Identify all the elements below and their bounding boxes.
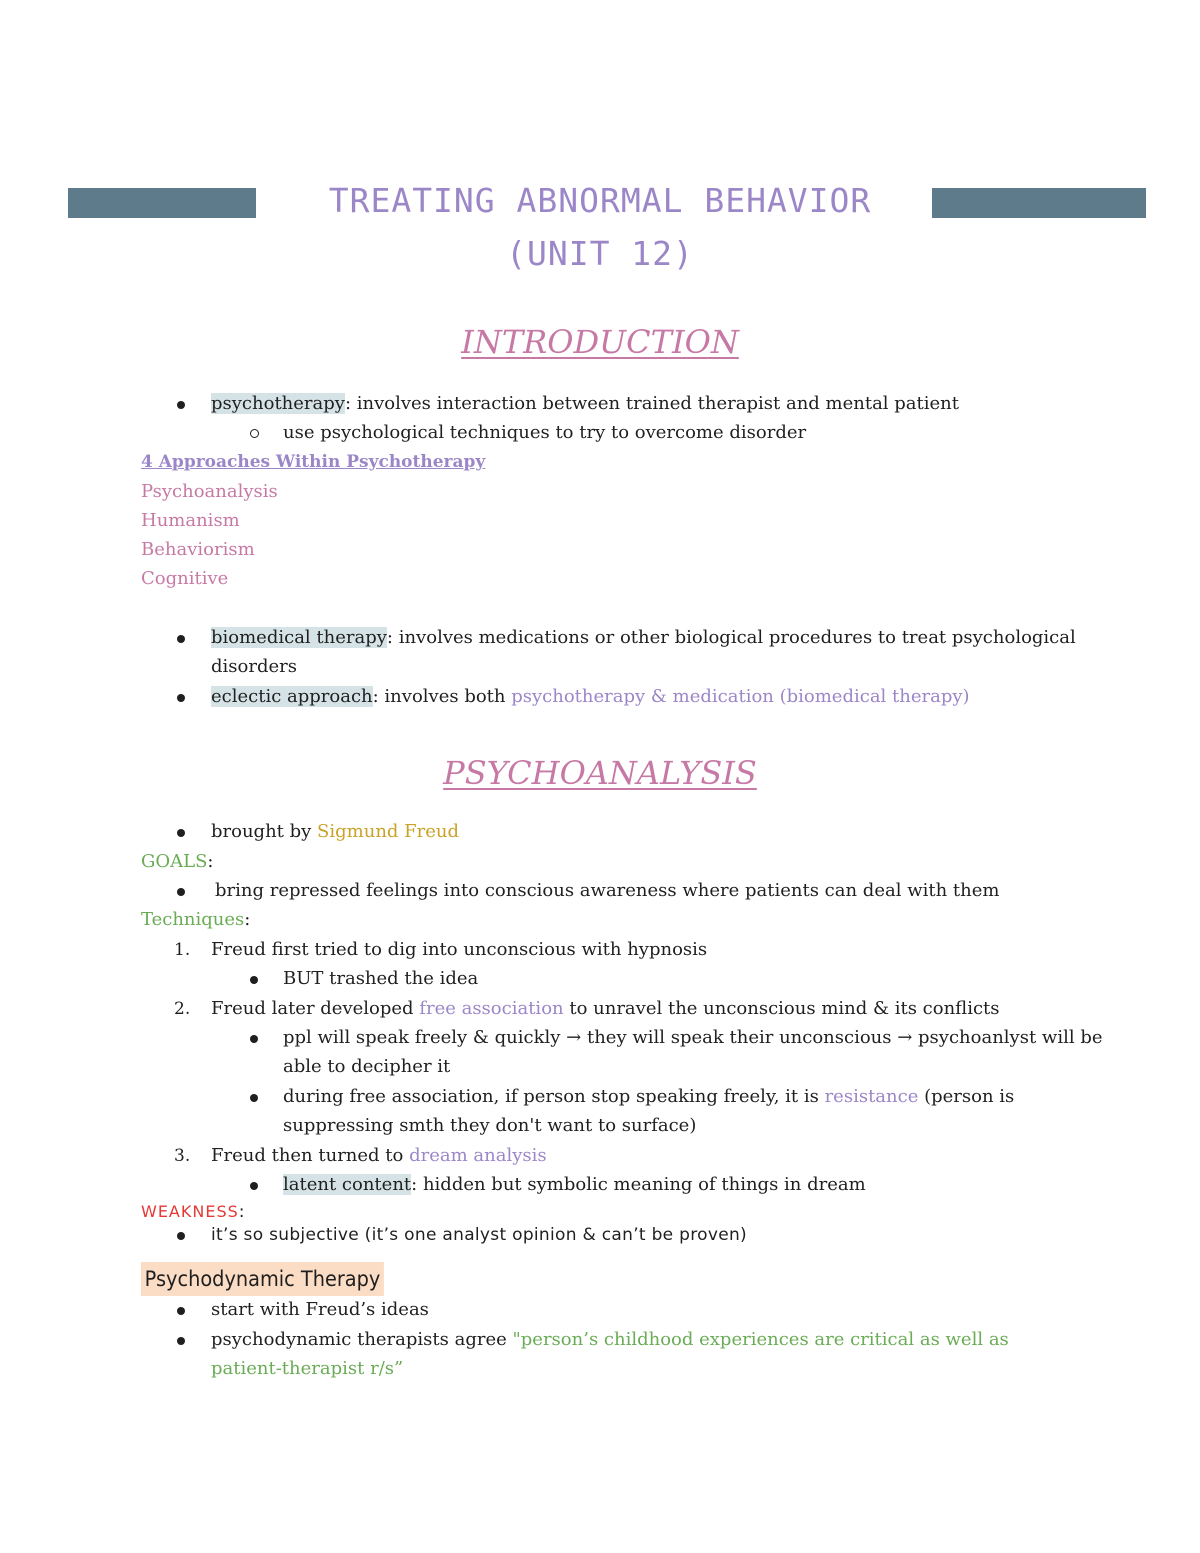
biomedical-definition: : involves medications or other biological procedures to treat psychological (386, 627, 1076, 648)
psychotherapy-term: psychotherapy (211, 393, 345, 414)
goal-item: bring repressed feelings into conscious awareness where patients can deal with them (215, 880, 1000, 901)
psychoanalysis-heading: PSYCHOANALYSIS (443, 754, 757, 792)
dream-analysis-term: dream analysis (409, 1145, 547, 1166)
bullet-icon (177, 635, 185, 643)
bullet-icon (250, 1094, 258, 1102)
hollow-bullet-icon (250, 429, 259, 438)
approach-item: Behaviorism (141, 539, 255, 560)
technique-subitem-cont: suppressing smth they don't want to surface) (283, 1115, 697, 1136)
bullet-icon (177, 694, 185, 702)
bullet-icon (250, 1035, 258, 1043)
resistance-term: resistance (824, 1086, 919, 1107)
weakness-label (141, 1200, 245, 1224)
bullet-icon (177, 829, 185, 837)
psychodynamic-item: start with Freud’s ideas (211, 1299, 429, 1320)
bullet-icon (177, 1232, 185, 1240)
psychotherapy-item (211, 392, 959, 416)
weakness-colon: : (238, 1202, 245, 1222)
list-number: 2. (174, 999, 191, 1019)
bullet-icon (177, 888, 185, 896)
psychodynamic-item (211, 1328, 1009, 1352)
free-association-term: free association (419, 998, 564, 1019)
technique-item (211, 997, 1000, 1021)
technique-item (211, 1144, 547, 1168)
item2-quote: "person’s childhood experiences are critical as well as (512, 1329, 1009, 1350)
techniques-colon: : (244, 909, 251, 930)
bullet-icon (250, 1182, 258, 1190)
t2-sub2-suffix: (person is (918, 1086, 1015, 1107)
t2-sub2-prefix: during free association, if person stop speaking freely, it is (283, 1086, 825, 1107)
biomedical-definition-cont: disorders (211, 656, 297, 677)
biomedical-item (211, 626, 1076, 650)
eclectic-term: eclectic approach (211, 686, 373, 707)
latent-content-term: latent content (283, 1174, 412, 1195)
biomedical-term: biomedical therapy (211, 627, 387, 648)
psychodynamic-heading: Psychodynamic Therapy (141, 1262, 384, 1296)
approach-item: Humanism (141, 510, 240, 531)
technique-item: Freud first tried to dig into unconscious with hypnosis (211, 939, 708, 960)
technique-subitem (283, 1085, 1014, 1109)
approaches-title: 4 Approaches Within Psychotherapy (141, 452, 486, 472)
techniques-label (141, 908, 250, 932)
list-number: 1. (174, 940, 191, 960)
page-title: TREATING ABNORMAL BEHAVIOR (328, 181, 872, 220)
brought-by-prefix: brought by (211, 821, 318, 842)
psychotherapy-subitem: use psychological techniques to try to overcome disorder (283, 422, 807, 443)
technique-subitem: ppl will speak freely & quickly → they will speak their unconscious → psychoanlyst will be (283, 1027, 1103, 1048)
technique-subitem-cont: able to decipher it (283, 1056, 451, 1077)
goals-label (141, 850, 214, 874)
eclectic-item (211, 685, 970, 709)
bullet-icon (250, 976, 258, 984)
approach-item: Psychoanalysis (141, 481, 278, 502)
t3-prefix: Freud then turned to (211, 1145, 410, 1166)
goals-colon: : (207, 851, 214, 872)
eclectic-definition: : involves both (372, 686, 512, 707)
techniques-text: Techniques (141, 909, 245, 930)
list-number: 3. (174, 1146, 191, 1166)
technique-subitem: BUT trashed the idea (283, 968, 479, 989)
item2-prefix: psychodynamic therapists agree (211, 1329, 513, 1350)
psychodynamic-item-cont: patient-therapist r/s” (211, 1358, 404, 1379)
eclectic-colored: psychotherapy & medication (biomedical therapy) (511, 686, 970, 707)
bullet-icon (177, 1307, 185, 1315)
latent-content-definition: : hidden but symbolic meaning of things in dream (411, 1174, 866, 1195)
t2-prefix: Freud later developed (211, 998, 420, 1019)
technique-subitem (283, 1173, 866, 1197)
t2-suffix: to unravel the unconscious mind & its conflicts (563, 998, 1000, 1019)
weakness-item: it’s so subjective (it’s one analyst opinion & can’t be proven) (211, 1225, 747, 1245)
introduction-heading: INTRODUCTION (461, 323, 739, 361)
goals-text: GOALS (141, 851, 208, 872)
bullet-icon (177, 1337, 185, 1345)
bullet-icon (177, 401, 185, 409)
psychotherapy-definition: : involves interaction between trained therapist and mental patient (344, 393, 960, 414)
weakness-text: WEAKNESS (141, 1202, 239, 1221)
page-subtitle: (UNIT 12) (506, 234, 694, 273)
freud-name: Sigmund Freud (317, 821, 460, 842)
approach-item: Cognitive (141, 568, 229, 589)
brought-by-item (211, 820, 459, 844)
